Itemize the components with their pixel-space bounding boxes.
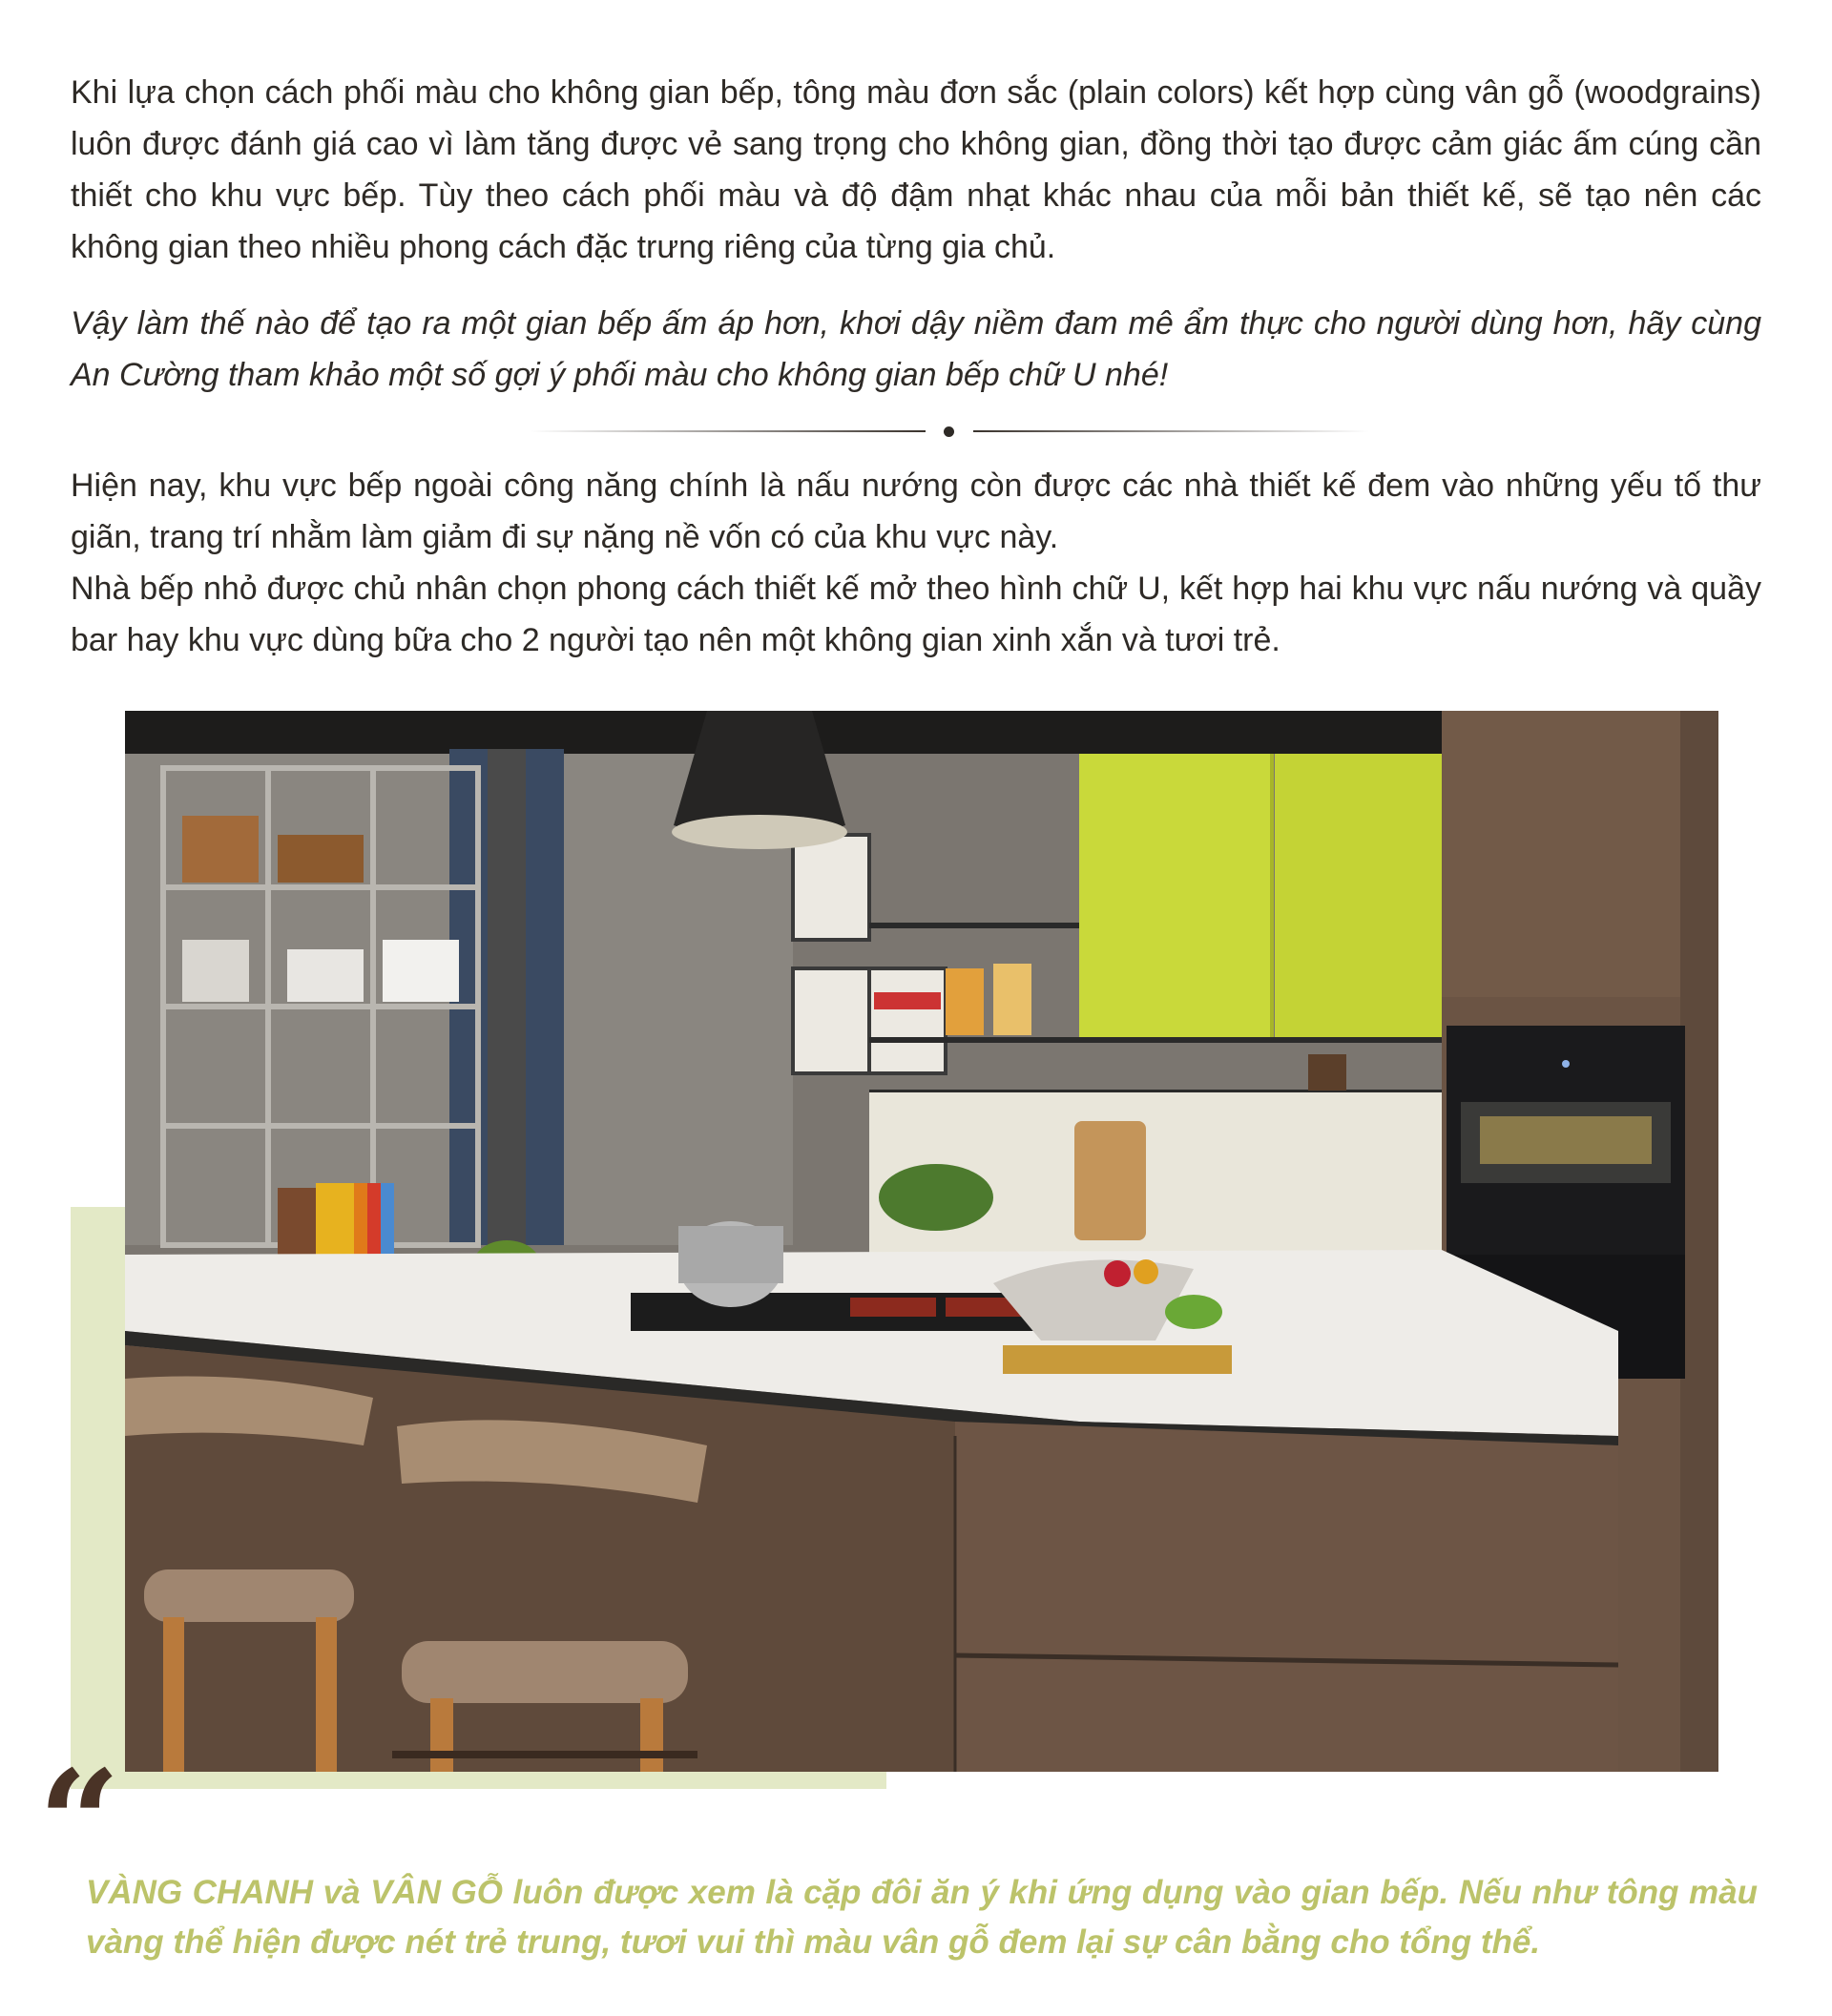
quote-mark-icon: “: [38, 1739, 121, 1907]
intro-paragraph: Khi lựa chọn cách phối màu cho không gian bếp, tông màu đơn sắc (plain colors) kết hợp cùng vân gỗ (woodgrains) luôn được đánh giá cao vì làm tăng được vẻ sang trọng cho không gian, đồng thời tạo được cảm giác ấm cúng cần thiết cho khu vực bếp. Tùy theo cách phối màu và độ đậm nhạt khác nhau của mỗi bản thiết kế, sẽ tạo nên các không gian theo nhiều phong cách đặc trưng riêng của từng gia chủ.: [71, 74, 1761, 265]
divider-line-right: [973, 430, 1369, 432]
body-paragraph-2: Nhà bếp nhỏ được chủ nhân chọn phong cách thiết kế mở theo hình chữ U, kết hợp hai khu vực nấu nướng và quầy bar hay khu vực dùng bữa cho 2 người tạo nên một không gian xinh xắn và tươi trẻ.: [71, 571, 1761, 658]
lead-paragraph: Vậy làm thế nào để tạo ra một gian bếp ấm áp hơn, khơi dậy niềm đam mê ẩm thực cho người dùng hơn, hãy cùng An Cường tham khảo một số gợi ý phối màu cho không gian bếp chữ U nhé!: [71, 305, 1761, 393]
section-divider: [530, 422, 1369, 441]
body-paragraph-1: Hiện nay, khu vực bếp ngoài công năng chính là nấu nướng còn được các nhà thiết kế đem vào những yếu tố thư giãn, trang trí nhằm làm giảm đi sự nặng nề vốn có của khu vực này.: [71, 468, 1761, 555]
pull-quote: VÀNG CHANH và VÂN GỖ luôn được xem là cặp đôi ăn ý khi ứng dụng vào gian bếp. Nếu như tông màu vàng thể hiện được nét trẻ trung, tươi vui thì màu vân gỗ đem lại sự cân bằng cho tổng thể.: [86, 1874, 1758, 1961]
divider-dot: [944, 426, 954, 437]
kitchen-photo: [125, 711, 1718, 1772]
divider-line-left: [530, 430, 926, 432]
